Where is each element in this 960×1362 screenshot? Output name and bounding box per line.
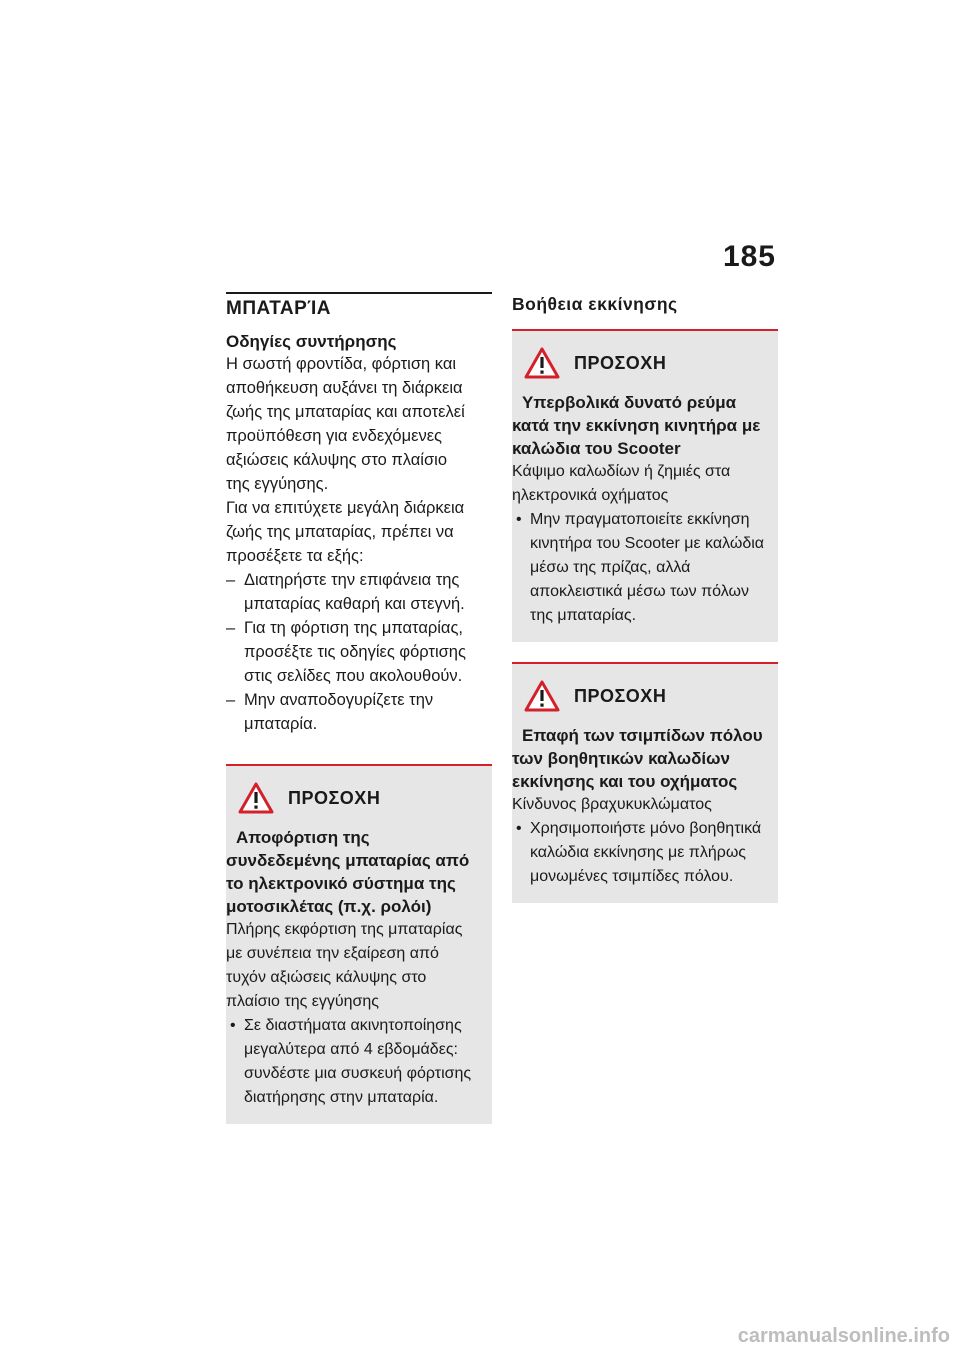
notice-label: ΠΡΟΣΟΧΗ [574, 685, 667, 706]
intro-line: αξιώσεις κάλυψης στο πλαίσιο [226, 451, 448, 469]
notice-label: ΠΡΟΣΟΧΗ [574, 352, 667, 373]
notice-title [512, 724, 766, 793]
intro-line: προσέξετε τα εξής: [226, 547, 364, 565]
notice-text: Κίνδυνος βραχυκυκλώματος [512, 796, 712, 813]
intro-line: Για να επιτύχετε μεγάλη διάρκεια [226, 499, 465, 517]
dash-list [226, 568, 492, 736]
list-item: – Μην αναποδογυρίζετε την μπαταρία. [226, 688, 492, 736]
intro-line: αποθήκευση αυξάνει τη διάρκεια [226, 379, 463, 397]
bullet-list [512, 508, 766, 628]
notice-box [226, 764, 492, 1124]
left-column [226, 292, 492, 1124]
intro-line: προϋπόθεση για ενδεχόμενες [226, 427, 443, 445]
notice-title [226, 826, 480, 918]
warning-triangle-icon [524, 347, 560, 379]
intro-line: Η σωστή φροντίδα, φόρτιση και [226, 355, 457, 373]
right-column [512, 292, 778, 903]
notice-header [512, 341, 766, 385]
list-item: – Διατηρήστε την επιφάνεια της μπαταρίας καθαρή και στεγνή. [226, 568, 492, 616]
warning-triangle-icon [524, 680, 560, 712]
subtitle-maintenance: Οδηγίες συντήρησης [226, 332, 397, 351]
list-item: – Για τη φόρτιση της μπαταρίας, προσέξτε τις οδηγίες φόρτισης στις σελίδες που ακολουθούν. [226, 616, 492, 688]
bullet-list [512, 817, 766, 889]
intro-line: ζωής της μπαταρίας και αποτελεί [226, 403, 465, 421]
notice-text: Πλήρης εκφόρτιση της μπαταρίας με συνέπεια την εξαίρεση από τυχόν αξιώσεις κάλυψης στο πλαίσιο της εγγύησης [226, 921, 463, 1010]
section-title-jump-start: Βοήθεια εκκίνησης [512, 294, 678, 314]
intro-line: ζωής της μπαταρίας, πρέπει να [226, 523, 454, 541]
list-item: • Μην πραγματοποιείτε εκκίνηση κινητήρα του Scooter με καλώδια μέσω της πρίζας, αλλά αποκλειστικά μέσω των πόλων της μπαταρίας. [512, 508, 766, 628]
page-number: 185 [722, 240, 776, 273]
footer-watermark[interactable]: carmanualsonline.info [737, 1325, 950, 1347]
list-item: • Σε διαστήματα ακινητοποίησης μεγαλύτερα από 4 εβδομάδες: συνδέστε μια συσκευή φόρτισης διατήρησης στην μπαταρία. [226, 1014, 480, 1110]
notice-header [512, 674, 766, 718]
intro-line: της εγγύησης. [226, 475, 329, 493]
notice-box [512, 329, 778, 642]
notice-label: ΠΡΟΣΟΧΗ [288, 787, 381, 808]
intro-paragraph [226, 352, 492, 568]
notice-text: Κάψιμο καλωδίων ή ζημιές στα ηλεκτρονικά οχήματος [512, 463, 731, 504]
section-title-battery: ΜΠΑΤΑΡΊΑ [226, 298, 332, 319]
notice-title-text: Επαφή των τσιμπίδων πόλου των βοηθητικών καλωδίων εκκίνησης και του οχήματος [512, 726, 763, 791]
warning-triangle-icon [238, 782, 274, 814]
bullet-list [226, 1014, 480, 1110]
notice-title-text: Αποφόρτιση της συνδεδεμένης μπαταρίας από το ηλεκτρονικό σύστημα της μοτοσικλέτας (π.χ. ρολόι) [226, 828, 470, 916]
notice-title-text: Υπερβολικά δυνατό ρεύμα κατά την εκκίνηση κινητήρα με καλώδια του Scooter [512, 393, 761, 458]
section-rule [226, 292, 492, 294]
notice-title [512, 391, 766, 460]
notice-box [512, 662, 778, 903]
notice-header [226, 776, 480, 820]
list-item: • Χρησιμοποιήστε μόνο βοηθητικά καλώδια εκκίνησης με πλήρως μονωμένες τσιμπίδες πόλου. [512, 817, 766, 889]
